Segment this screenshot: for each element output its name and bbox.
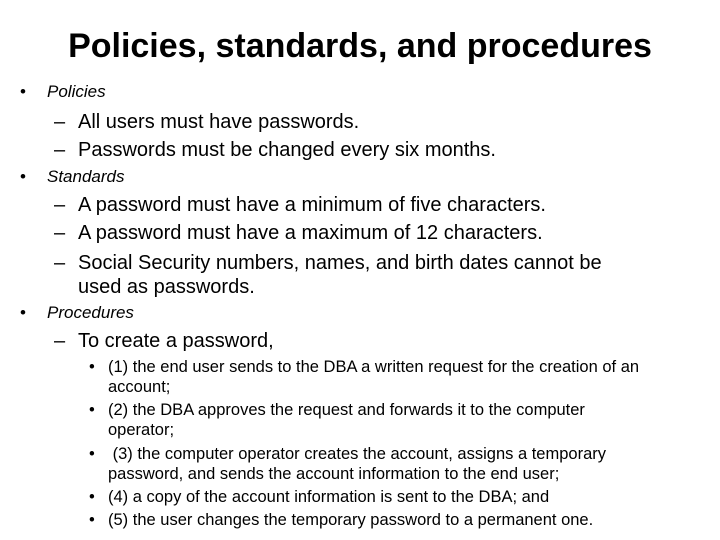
- dash-marker: –: [54, 252, 66, 274]
- standard-item-line: Social Security numbers, names, and birth dates cannot be: [78, 252, 602, 274]
- dash-marker: –: [54, 139, 66, 161]
- standard-item-text: [78, 251, 602, 299]
- standard-item-text: A password must have a maximum of 12 characters.: [78, 222, 543, 244]
- bullet-label: Procedures: [47, 303, 134, 322]
- procedure-step-line: (3) the computer operator creates the account, assigns a temporary: [108, 445, 606, 463]
- bullet-marker: •: [20, 303, 26, 322]
- bullet-marker: •: [89, 445, 95, 463]
- bullet-marker: •: [89, 488, 95, 506]
- standard-item-text: A password must have a minimum of five characters.: [78, 194, 546, 216]
- policy-item-text: All users must have passwords.: [78, 111, 360, 133]
- bullet-marker: •: [89, 358, 95, 376]
- procedure-step-text: (4) a copy of the account information is sent to the DBA; and: [108, 488, 550, 506]
- bullet-label: Policies: [47, 82, 106, 101]
- slide-title: Policies, standards, and procedures: [68, 27, 652, 65]
- procedure-step-line: operator;: [108, 421, 175, 439]
- bullet-marker: •: [20, 82, 26, 101]
- bullet-marker: •: [89, 511, 95, 529]
- dash-marker: –: [54, 222, 66, 244]
- dash-marker: –: [54, 194, 66, 216]
- dash-marker: –: [54, 111, 66, 133]
- procedure-step-line: (2) the DBA approves the request and forwards it to the computer: [108, 401, 585, 419]
- procedure-step-text: [108, 444, 606, 484]
- procedure-step-text: (5) the user changes the temporary password to a permanent one.: [108, 511, 594, 529]
- procedure-step-text: [108, 357, 639, 397]
- bullet-marker: •: [20, 167, 26, 186]
- procedure-step-line: (1) the end user sends to the DBA a written request for the creation of an: [108, 358, 640, 376]
- dash-marker: –: [54, 330, 66, 352]
- bullet-marker: •: [89, 401, 95, 419]
- standard-item-line: used as passwords.: [78, 276, 255, 298]
- bullet-label: Standards: [47, 167, 125, 186]
- procedure-step-line: password, and sends the account information to the end user;: [108, 465, 560, 483]
- procedure-step-line: account;: [108, 378, 171, 396]
- policy-item-text: Passwords must be changed every six months.: [78, 139, 496, 161]
- procedure-step-text: [108, 400, 585, 440]
- procedure-item-text: To create a password,: [78, 330, 274, 352]
